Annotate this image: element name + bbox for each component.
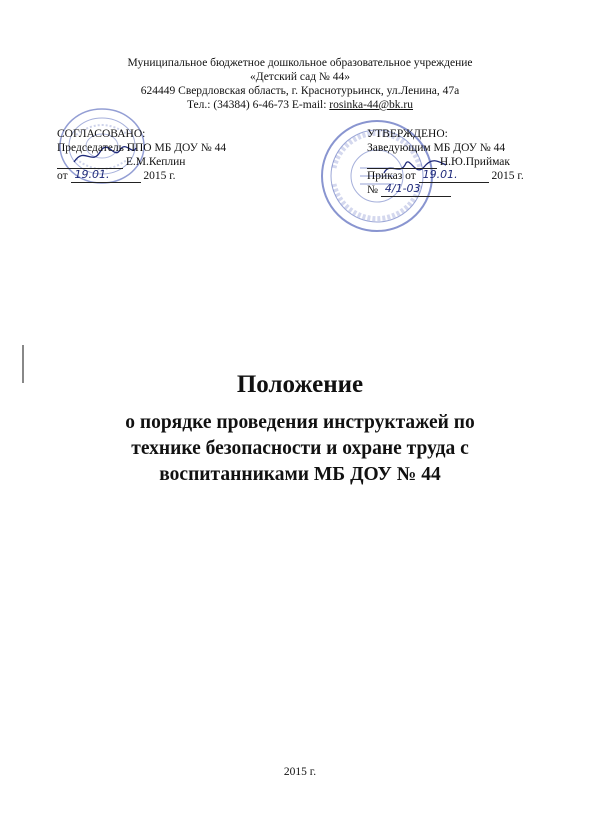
footer-year: 2015 г. [283, 766, 317, 778]
document-subtitle [0, 410, 600, 488]
approved-order-date-blank [419, 170, 489, 183]
document-subtitle-line-2: технике безопасности и охране труда с [131, 438, 469, 459]
document-title-block [0, 370, 600, 488]
header-org-name: Муниципальное бюджетное дошкольное образовательное учреждение [127, 57, 473, 69]
approved-signature-line [367, 155, 524, 169]
approved-role: Заведующим МБ ДОУ № 44 [367, 142, 506, 154]
approved-order-prefix: Приказ от [367, 170, 416, 182]
header-email: rosinka-44@bk.ru [329, 99, 414, 111]
agreed-role: Председатель ППО МБ ДОУ № 44 [57, 142, 227, 154]
document-subtitle-line-3: воспитанниками МБ ДОУ № 44 [159, 464, 441, 485]
document-subtitle-line-1: о порядке проведения инструктажей по [125, 412, 475, 433]
agreed-block [57, 127, 226, 183]
approved-heading: УТВЕРЖДЕНО: [367, 128, 448, 140]
agreed-name: Е.М.Кеплин [125, 156, 186, 168]
agreed-date-handwritten: 19.01. [74, 168, 110, 181]
approved-number-line [367, 183, 524, 197]
approved-order-date-handwritten: 19.01. [422, 168, 458, 181]
approved-year: 2015 г. [491, 170, 524, 182]
agreed-signature-line [57, 155, 226, 169]
document-title: Положение [236, 371, 364, 398]
header-org-short: «Детский сад № 44» [249, 71, 351, 83]
organization-header [0, 56, 600, 112]
approved-name: Н.Ю.Приймак [439, 156, 511, 168]
header-phone: Тел.: (34384) 6-46-73 E-mail: [186, 99, 330, 111]
header-address: 624449 Свердловская область, г. Краснотурьинск, ул.Ленина, 47а [140, 85, 460, 97]
agreed-date-prefix: от [57, 170, 68, 182]
approved-number-handwritten: 4/1-03 [384, 182, 421, 195]
approved-order-line [367, 169, 524, 183]
agreed-date-blank [71, 170, 141, 183]
agreed-year: 2015 г. [143, 170, 176, 182]
approved-block [367, 127, 524, 197]
approved-number-blank [381, 184, 451, 197]
agreed-heading: СОГЛАСОВАНО: [57, 128, 146, 140]
agreed-date-line [57, 169, 226, 183]
approved-number-prefix: № [367, 184, 378, 196]
